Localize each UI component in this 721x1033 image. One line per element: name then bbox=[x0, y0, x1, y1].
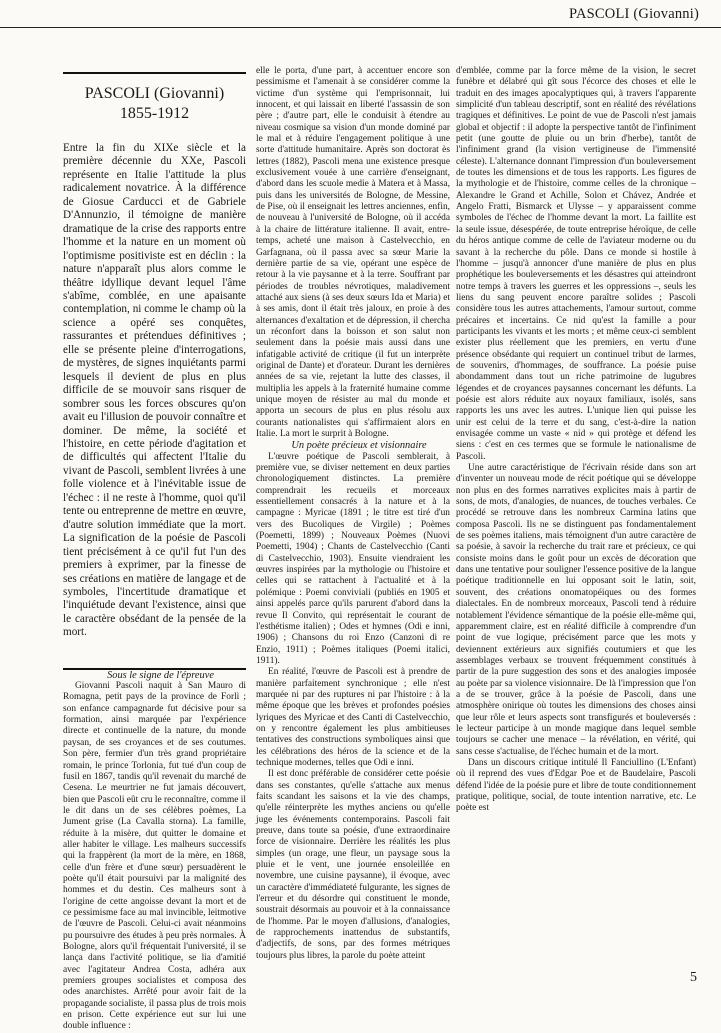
section-heading: Sous le signe de l'épreuve bbox=[107, 669, 214, 681]
body-paragraph: d'emblée, comme par la force même de la vision, le secret funèbre et délabré qui gît sous l'écorce des choses et elle le traduit en des images apocalyptiques qui, à travers l'apparente simplicité d'un tableau descriptif, sont en réalité des révélations tragiques et définitives. Le point de vue de Pascoli n'est jamais global et objectif : il adopte la perspective tantôt de l'infiniment petit (une goutte de pluie ou un brin d'herbe), tantôt de l'infiniment grand (la vision vertigineuse de l'immensité céleste). L'alternance donnant l'impression d'un bouleversement de toutes les dimensions et de tous les rapports. Les figures de la mythologie et de l'histoire, comme celles de la chronique – Alexandre le Grand et Achille, Solon et Chávez, Andrée et Angelo Fratti, Bismarck et Ulysse – y apparaissent comme symboles de l'échec de l'homme devant la mort. La faillite est la seule issue, désespérée, de toute entreprise héroïque, de celle du héros antique comme de celle de l'aviateur moderne ou du savant à la recherche du pôle. Dans ce monde si hostile à l'homme – jusqu'à annoncer d'une manière de plus en plus prophétique les bouleversements et les désastres qui atteindront notre temps à travers les guerres et les oppressions –, seuls les liens du sang peuvent encore paraître solides ; Pascoli considère tous les autres attachements, l'amour surtout, comme précaires et incertains. Ce nid qu'est la famille a pour participants les vivants et les morts ; et même ceux-ci semblent exister plus réellement que les premiers, en vertu d'une présence obsédante qui requiert un continuel tribut de larmes, de souvenirs, d'hommages, de souffrance. La poésie puise abondamment dans tout un riche patrimoine de lugubres légendes et de croyances paysannes concernant les défunts. La poésie est alors réduite aux noyaux familiaux, isolés, sans rapports les uns avec les autres. L'unique lien qui puisse les unir est celui de la terre et du sang, c'est-à-dire la nation envisagée comme un vaste « nid » qui protège et défend les siens : c'est en ces termes que se formule le nationalisme de Pascoli. bbox=[456, 66, 696, 462]
body-paragraph: Dans un discours critique intitulé Il Fanciullino (L'Enfant) où il reprend des vues d'Edgar Poe et de Baudelaire, Pascoli défend l'idée de la poésie pure et libre de toute conditionnement pratique, politique, social, de toute intention narrative, etc. Le poète est bbox=[456, 757, 696, 814]
column-1 bbox=[63, 72, 246, 1033]
header-rule bbox=[0, 27, 721, 28]
article-dates: 1855-1912 bbox=[119, 105, 190, 122]
section-heading: Un poète précieux et visionnaire bbox=[291, 440, 427, 452]
body-paragraph: Une autre caractéristique de l'écrivain réside dans son art d'inventer un nouveau mode de récit poétique qui se développe non plus en des formes narratives explicites mais à partir de sons, de mots, d'analogies, de nuances, de touches verbales. Ce procédé se retrouve dans les nombreux Carmina latins que composa Pascoli. Ils ne se distinguent pas fondamentalement de ses poèmes italiens, mais témoignent d'un autre caractère de sa poésie, à savoir la recherche du trait rare et précieux, ce qui consiste moins dans le goût pour un excès de décoration que dans une tentative pour souligner l'essence positive de la langue poétique traditionnelle en lui opposant soit le latin, soit, souvent, des créations onomatopéiques ou des formes dialectales. En de nombreux morceaux, Pascoli tend à réduire notablement l'évidence sémantique de la poésie elle-même qui, apparemment claire, est en réalité difficile à comprendre d'un point de vue logique, précisément parce que les mots y deviennent extérieurs aux signifiés coutumiers et que les assemblages verbaux se trouvent fréquemment constitués à partir de la pure suggestion des sons et des analogies imposée au poète par sa violence visionnaire. De là l'impression que l'on a de se trouver, grâce à la poésie de Pascoli, dans une atmosphère onirique où toutes les dimensions des choses ainsi que leur rôle et leurs aspects sont transfigurés et bouleversés : le lecteur participe à un monde magique dans lequel semble toujours se cacher une menace – la révélation, en vérité, qui sans cesse s'actualise, de l'échec humain et de la mort. bbox=[456, 463, 696, 757]
column-3 bbox=[456, 66, 696, 815]
body-paragraph: Giovanni Pascoli naquit à San Mauro di Romagna, petit pays de la province de Forlì ; son enfance campagnarde fut décisive pour sa formation, ainsi marquée par l'expérience directe et continuelle de la nature, du monde paysan, de ses croyances et de ses coutumes. Son père, fermier d'un très grand propriétaire romain, le prince Torlonia, fut tué d'un coup de fusil en 1867, tandis qu'il revenait du marché de Cesena. Le meurtrier ne fut jamais découvert, bien que Pascoli eût cru le reconnaître, comme il le dit dans un de ses célèbres poèmes, La Jument grise (La Cavalla storna). La famille, réduite à la misère, dut quitter le domaine et aller habiter le village. Les malheurs successifs qui la frappèrent (la mort de la mère, en 1868, celle d'un frère et d'une sœur) persuadèrent le poète qu'il était poursuivi par la malignité des hommes et du destin. Ces malheurs sont à l'origine de cette angoisse devant la mort et de ce pessimisme face au mal invincible, leitmotive de l'œuvre de Pascoli. Celui-ci avait néanmoins pu poursuivre des études à peu près normales. À Bologne, alors qu'il fréquentait l'université, il se lança dans l'activité politique, se lia d'amitié avec l'agitateur Andrea Costa, adhéra aux premiers groupes socialistes et composa des odes anarchistes. Arrêté pour avoir fait de la propagande socialiste, il passa plus de trois mois en prison. Cette expérience eut sur lui une double influence : bbox=[63, 681, 247, 1032]
article-title: PASCOLI (Giovanni) bbox=[84, 85, 225, 102]
body-paragraph: L'œuvre poétique de Pascoli semblerait, à première vue, se diviser nettement en deux parties chronologiquement distinctes. La première comprendrait les recueils et morceaux essentiellement consacrés à la nature et à la campagne : Myricae (1891 ; le titre est tiré d'un vers des Bucoliques de Virgile) ; Poèmes (Poemetti, 1899) ; Nouveaux Poèmes (Nuovi Poemetti, 1904) ; Chants de Castelvecchio (Canti di Castelvecchio, 1903). Ensuite viendraient les œuvres inspirées par la mythologie ou l'histoire et celles qui se rattachent à l'actualité et à la polémique : Poemi conviviali (publiés en 1905 et ainsi appelés parce qu'ils parurent d'abord dans la revue Il Convito, qui représentait le courant de l'esthétisme italien) ; Odes et hymnes (Odi e inni, 1906) ; Chansons du roi Enzo (Canzoni di re Enzio, 1911) ; Poèmes italiques (Poemi italici, 1911). bbox=[256, 451, 450, 666]
body-paragraph: Il est donc préférable de considérer cette poésie dans ses constantes, qu'elle s'attache aux menus faits scandant les saisons et la vie des champs, qu'elle réinterprète les mythes anciens ou qu'elle juge les événements contemporains. Pascoli fait preuve, dans toute sa poésie, d'une extraordinaire force de visionnaire. Derrière les réalités les plus simples (un orage, une fleur, un paysage sous la pluie et le vent, une journée ensoleillée en novembre, une cuisine paysanne), il évoque, avec un caractère d'immédiateté fulgurante, les signes de l'erreur et du désordre qui constituent le monde, soustrait désormais au pouvoir et à la connaissance de l'homme. Par le moyen d'allusions, d'analogies, de rapprochements inattendus de substantifs, d'adjectifs, de sons, par des formes métriques toujours plus libres, la parole du poète atteint bbox=[256, 769, 450, 961]
article-title-block bbox=[63, 72, 246, 124]
column-2 bbox=[256, 66, 450, 962]
body-paragraph: elle le porta, d'une part, à accentuer encore son pessimisme et l'amenait à se considérer comme la victime d'un système qui l'emprisonnait, lui innocent, et qui laissait en liberté l'assassin de son père ; d'autre part, elle le conduisit à étendre au niveau cosmique sa vision d'un monde dominé par le mal et à réduire l'engagement politique à une sorte d'attitude humanitaire. Après son doctorat ès lettres (1882), Pascoli mena une existence presque exclusivement vouée à une carrière d'enseignant, d'abord dans les scuole medie à Matera et à Massa, puis dans les universités de Bologne, de Messine, de Pise, où il enseignait les lettres anciennes, enfin, de nouveau à l'université de Bologne, où il accéda à la chaire de littérature italienne. Il avait, entre-temps, acheté une maison à Castelvecchio, en Garfagnana, où il passa avec sa sœur Marie la dernière partie de sa vie, opérant une espèce de retour à la vie paysanne et à la terre. Souffrant par périodes de troubles névrotiques, maladivement attaché aux siens (à ses deux sœurs Ida et Maria) et à ses amis, dont il était très jaloux, en proie à des alternances d'exaltation et de dépression, il chercha un réconfort dans la boisson et son salut non seulement dans la poésie mais aussi dans une infatigable activité de critique (il fut un interprète original de Dante) et d'orateur. Durant les dernières années de sa vie, rejetant la lutte des classes, il multiplia les appels à la fraternité humaine comme unique moyen de résister au mal du monde et apporta un secours de plus en plus résolu aux courants nationalistes qui s'affirmaient alors en Italie. La mort le surprit à Bologne. bbox=[256, 66, 450, 439]
intro bbox=[63, 142, 246, 640]
page-number: 5 bbox=[690, 970, 697, 985]
running-head: PASCOLI (Giovanni) bbox=[569, 6, 699, 22]
intro-paragraph: Entre la fin du XIXe siècle et la première décennie du XXe, Pascoli représente en Italie l'attitude la plus radicalement novatrice. À la différence de Giosue Carducci et de Gabriele D'Annunzio, il témoigne de manière dramatique de la crise des rapports entre l'homme et la nature en un moment où l'optimisme positiviste est en déclin : la nature n'apparaît plus alors comme le théâtre idyllique devant lequel l'âme s'abîme, comblée, en une apaisante contemplation, ni comme le champ où la science a opéré ses conquêtes, rassurantes et prétendues définitives ; elle se présente pleine d'interrogations, de mystères, de signes inquiétants parmi lesquels il devient de plus en plus difficile de se mouvoir sans risquer de sombrer sous les forces obscures qu'on avait eu l'illusion de pouvoir connaître et dominer. De même, la société et l'histoire, en cette période d'agitation et de difficultés qui affectent l'Italie du vivant de Pascoli, semblent livrées à une folle violence et à l'inévitable issue de l'échec : il ne reste à l'homme, quoi qu'il tente ou entreprenne de mettre en œuvre, d'autre solution immédiate que la mort. La signification de la poésie de Pascoli tient précisément à ce qu'il fut l'un des premiers à exprimer, par la finesse de ses créations en matière de langage et de symboles, l'incertitude dramatique et l'inquiétude devant l'existence, ainsi que le caractère obsédant de la pensée de la mort. bbox=[63, 142, 246, 639]
body-paragraph: En réalité, l'œuvre de Pascoli est à prendre de manière parfaitement synchronique ; elle n'est marquée ni par des ruptures ni par l'histoire : à la même époque que les brèves et profondes poésies lyriques des Myricae et des Canti di Castelvecchio, on y rencontre également les plus ambitieuses tentatives des constructions symboliques ainsi que les célébrations des héros de la science et de la technique modernes, telles que Odi e inni. bbox=[256, 667, 450, 768]
